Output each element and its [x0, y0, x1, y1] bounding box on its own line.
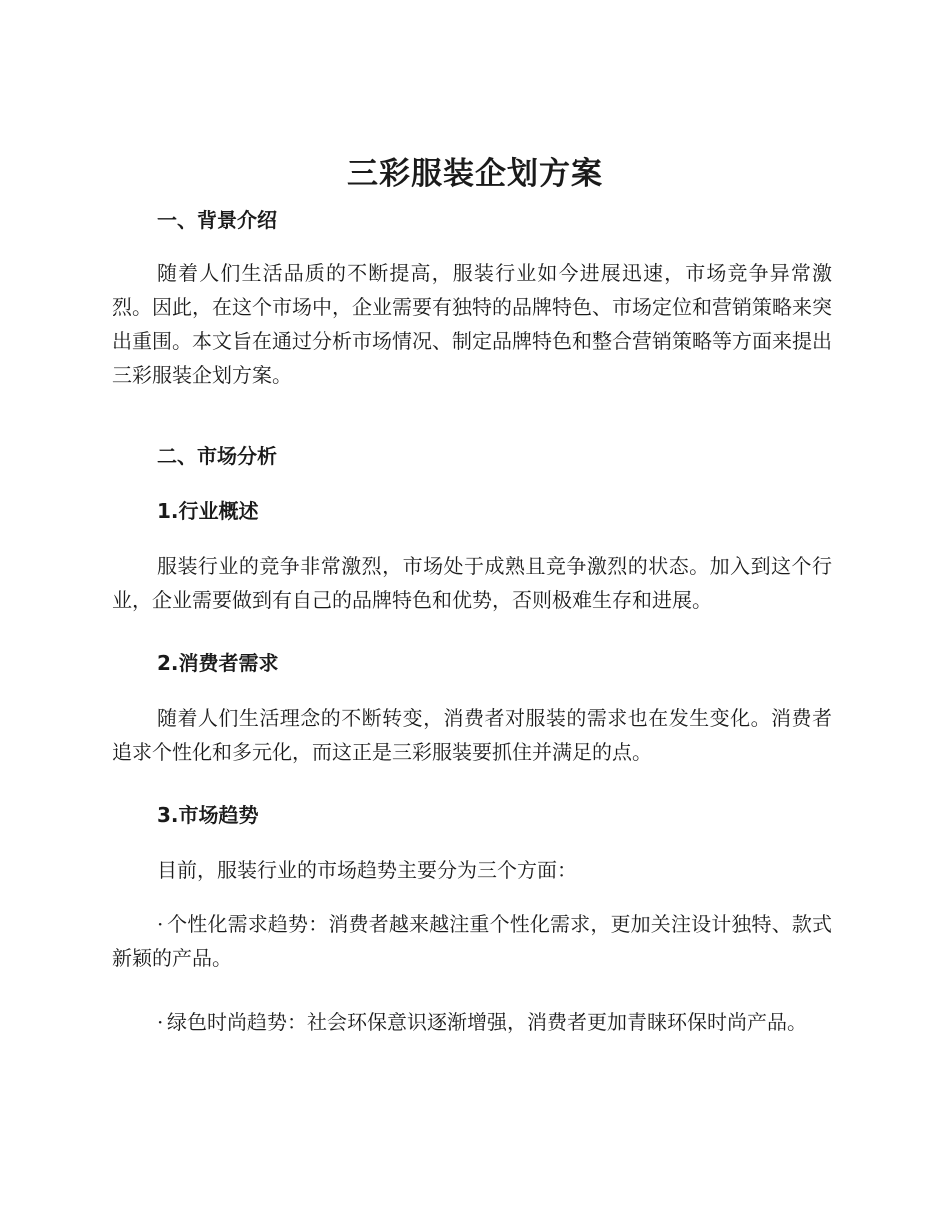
industry-paragraph: 服装行业的竞争非常激烈，市场处于成熟且竞争激烈的状态。加入到这个行业，企业需要做到有自己的品牌特色和优势，否则极难生存和进展。 [112, 554, 832, 612]
section-heading-background: 一、背景介绍 [157, 208, 277, 232]
subheading-trend: 3.市场趋势 [157, 803, 259, 827]
subheading-consumer: 2.消费者需求 [157, 651, 279, 675]
bullet-text: 绿色时尚趋势：社会环保意识逐渐增强，消费者更加青睐环保时尚产品。 [167, 1010, 807, 1034]
bullet-marker: · [157, 1010, 164, 1034]
trend-intro-paragraph: 目前，服装行业的市场趋势主要分为三个方面： [157, 858, 577, 882]
section-heading-market: 二、市场分析 [157, 444, 277, 468]
consumer-paragraph: 随着人们生活理念的不断转变，消费者对服装的需求也在发生变化。消费者追求个性化和多元化，而这正是三彩服装要抓住并满足的点。 [112, 706, 832, 764]
document-title: 三彩服装企划方案 [347, 156, 603, 192]
background-paragraph: 随着人们生活品质的不断提高，服装行业如今进展迅速，市场竞争异常激烈。因此，在这个市场中，企业需要有独特的品牌特色、市场定位和营销策略来突出重围。本文旨在通过分析市场情况、制定品牌特色和整合营销策略等方面来提出三彩服装企划方案。 [112, 261, 832, 387]
list-item [112, 1005, 832, 1039]
bullet-marker: · [157, 912, 164, 936]
list-item [112, 907, 832, 975]
bullet-text: 个性化需求趋势：消费者越来越注重个性化需求，更加关注设计独特、款式新颖的产品。 [112, 912, 832, 970]
subheading-industry: 1.行业概述 [157, 499, 259, 523]
